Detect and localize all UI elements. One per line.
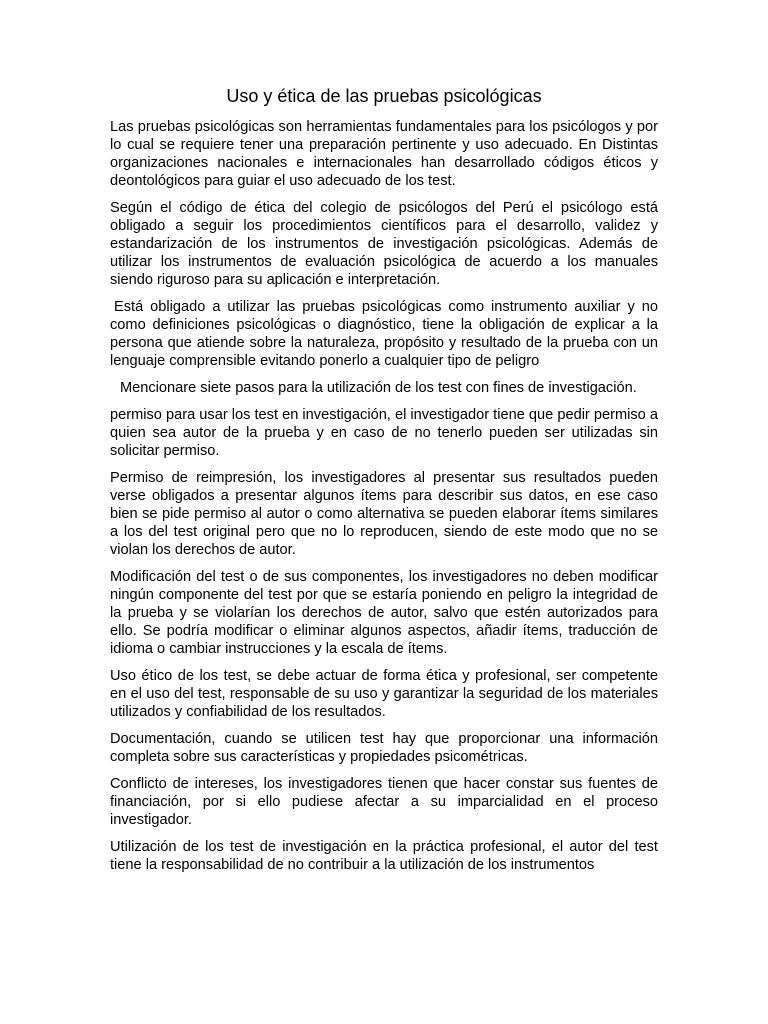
paragraph-practica-profesional: Utilización de los test de investigación en la práctica profesional, el autor del test tiene la responsabilidad de no contribuir a la utilización de los instrumentos — [110, 839, 658, 873]
paragraph-conflicto-intereses: Conflicto de intereses, los investigadores tienen que hacer constar sus fuentes de financiación, por si ello pudiese afectar a su imparcialidad en el proceso investigador. — [110, 776, 658, 828]
paragraph-codigo-etica: Según el código de ética del colegio de psicólogos del Perú el psicólogo está obligado a seguir los procedimientos científicos para el desarrollo, validez y estandarización de los instrumentos de investigación psicológicas. Además de utilizar los instrumentos de evaluación psicológica de acuerdo a los manuales siendo riguroso para su aplicación e interpretación. — [110, 200, 658, 288]
paragraph-intro: Las pruebas psicológicas son herramientas fundamentales para los psicólogos y por lo cual se requiere tener una preparación pertinente y uso adecuado. En Distintas organizaciones nacionales e internacionales han desarrollado códigos éticos y deontológicos para guiar el uso adecuado de los test. — [110, 119, 658, 189]
paragraph-siete-pasos: Mencionare siete pasos para la utilización de los test con fines de investigación. — [120, 380, 637, 396]
paragraph-obligacion: Está obligado a utilizar las pruebas psicológicas como instrumento auxiliar y no como definiciones psicológicas o diagnóstico, tiene la obligación de explicar a la persona que atiende sobre la naturaleza, propósito y resultado de la prueba con un lenguaje comprensible evitando ponerlo a cualquier tipo de peligro — [110, 299, 658, 369]
paragraph-modificacion: Modificación del test o de sus componentes, los investigadores no deben modificar ningún componente del test por que se estaría poniendo en peligro la integridad de la prueba y se violarían los derechos de autor, salvo que estén autorizados para ello. Se podría modificar o eliminar algunos aspectos, añadir ítems, traducción de idioma o cambiar instrucciones y la escala de ítems. — [110, 569, 658, 657]
document-title: Uso y ética de las pruebas psicológicas — [226, 86, 542, 106]
paragraph-documentacion: Documentación, cuando se utilicen test hay que proporcionar una información completa sobre sus características y propiedades psicométricas. — [110, 731, 658, 765]
paragraph-permiso-reimpresion: Permiso de reimpresión, los investigadores al presentar sus resultados pueden verse obligados a presentar algunos ítems para describir sus datos, en ese caso bien se pide permiso al autor o como alternativa se pueden elaborar ítems similares a los del test original pero que no lo reproducen, siendo de este modo que no se violan los derechos de autor. — [110, 470, 658, 558]
paragraph-permiso-uso: permiso para usar los test en investigación, el investigador tiene que pedir permiso a quien sea autor de la prueba y en caso de no tenerlo pueden ser utilizadas sin solicitar permiso. — [110, 407, 658, 459]
paragraph-uso-etico: Uso ético de los test, se debe actuar de forma ética y profesional, ser competente en el uso del test, responsable de su uso y garantizar la seguridad de los materiales utilizados y confiabilidad de los resultados. — [110, 668, 658, 720]
